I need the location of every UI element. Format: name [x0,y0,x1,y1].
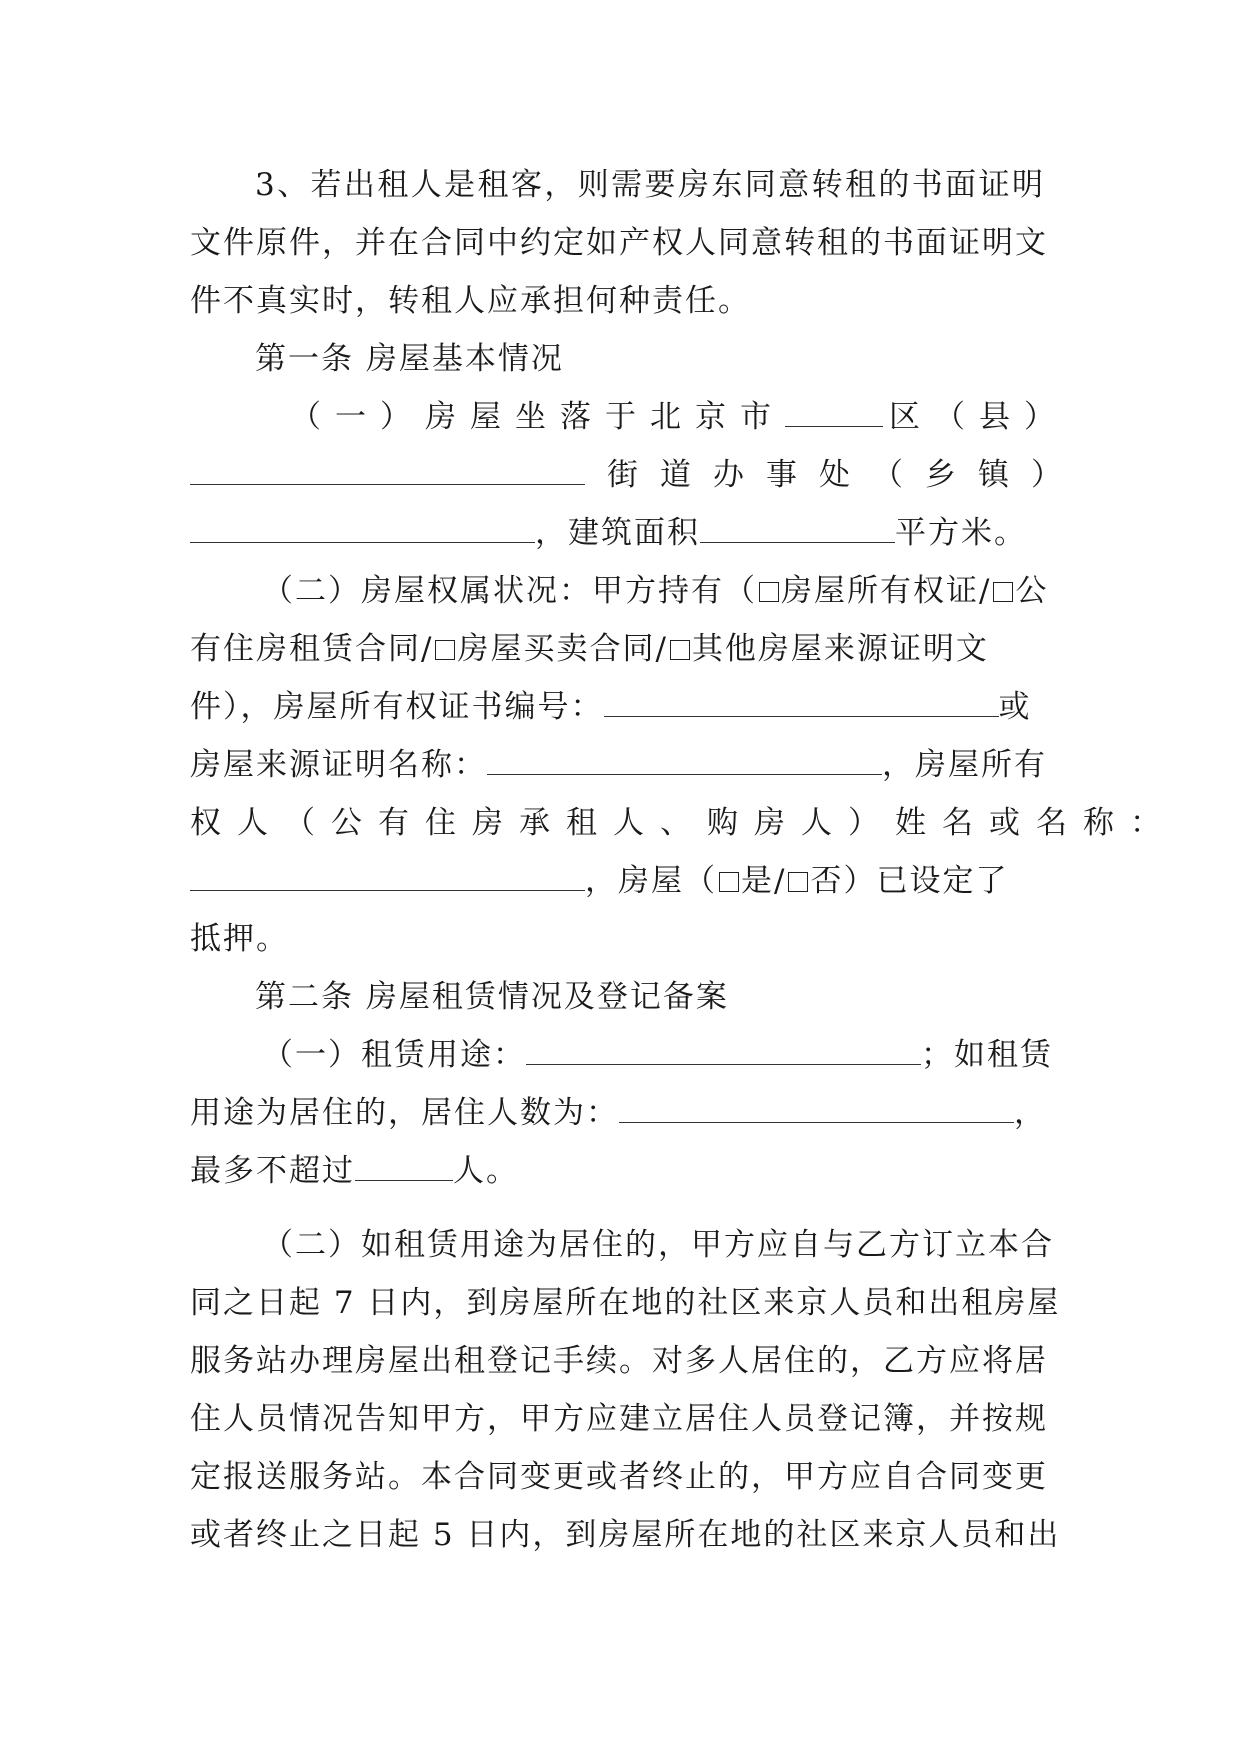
art1-s2-line-2 [190,620,1045,678]
max-residents-blank[interactable] [355,1158,453,1181]
other-proof-checkbox[interactable] [670,640,690,660]
para3-line-2: 文件原件，并在合同中约定如产权人同意转租的书面证明文 [190,225,1048,261]
art1-s1-text-a: （一）房屋坐落于北京市 [290,399,785,435]
art2-s1-line-3 [190,1142,1045,1200]
art1-s1-line-2 [190,446,1084,504]
article-2-title: 第二条 房屋租赁情况及登记备案 [255,979,729,1015]
cert-number-blank[interactable] [604,694,999,717]
art1-s1-text-c: 街道办事处（乡镇） [607,457,1084,493]
art1-s2-line-3 [190,678,1045,736]
art1-s2-text-a: （二）房屋权属状况：甲方持有（ [262,573,757,609]
art2-s2-line-2: 同之日起 7 日内，到房屋所在地的社区来京人员和出租房屋 [190,1285,1061,1321]
art1-s2-text-b: 房屋所有权证/ [781,573,992,609]
art1-s2-text-d: 有住房租赁合同/ [190,631,434,667]
art1-s2-text-e: 房屋买卖合同/ [457,631,668,667]
art2-s1-text-d: ， [1014,1095,1047,1131]
public-lease-checkbox[interactable] [993,582,1013,602]
art2-s2-line-5: 定报送服务站。本合同变更或者终止的，甲方应自合同变更 [190,1459,1048,1495]
art1-s2-text-f: 其他房屋来源证明文 [691,631,989,667]
art1-s2-text-j: ，房屋所有 [882,747,1047,783]
art2-s2-line-1: （二）如租赁用途为居住的，甲方应自与乙方订立本合 [262,1227,1054,1263]
art1-s2-line-6 [190,852,1045,910]
art2-s1-text-c: 用途为居住的，居住人数为： [190,1095,619,1131]
art1-s1-text-e: 平方米。 [895,515,1027,551]
art2-s2-line-3: 服务站办理房屋出租登记手续。对多人居住的，乙方应将居 [190,1343,1048,1379]
purchase-contract-checkbox[interactable] [435,640,455,660]
lease-purpose-blank[interactable] [526,1042,921,1065]
owner-name-blank[interactable] [190,868,585,891]
art1-s2-line-1 [262,562,1047,620]
ownership-cert-checkbox[interactable] [759,582,779,602]
art2-s1-text-b: ；如租赁 [921,1037,1053,1073]
resident-count-blank[interactable] [619,1100,1014,1123]
district-blank[interactable] [785,404,883,427]
art1-s1-text-d: ，建筑面积 [535,515,700,551]
article-1-title: 第一条 房屋基本情况 [255,341,564,377]
art2-s1-text-e: 最多不超过 [190,1153,355,1189]
art1-s2-line-5: 权人（公有住房承租人、购房人）姓名或名称： [190,805,1177,841]
proof-name-blank[interactable] [487,752,882,775]
art1-s2-line-4 [190,736,1045,794]
art1-s2-text-n: 否）已设定了 [810,863,1009,899]
address-blank[interactable] [190,520,535,543]
mortgage-no-checkbox[interactable] [788,872,808,892]
art1-s1-text-b: 区（县） [889,399,1069,435]
art2-s1-text-f: 人。 [453,1153,519,1189]
art2-s1-line-1 [262,1026,1053,1084]
art1-s2-text-g: 件），房屋所有权证书编号： [190,689,604,725]
area-blank[interactable] [700,520,895,543]
para3-line-3: 件不真实时，转租人应承担何种责任。 [190,283,751,319]
art1-s1-line-1 [290,388,1069,446]
art1-s2-text-c: 公 [1015,573,1049,609]
art2-s2-line-4: 住人员情况告知甲方，甲方应建立居住人员登记簿，并按规 [190,1401,1048,1437]
art2-s1-text-a: （一）租赁用途： [262,1037,526,1073]
art1-s2-text-h: 或 [998,689,1032,725]
art2-s1-line-2 [190,1084,1045,1142]
street-blank[interactable] [190,462,585,485]
art1-s1-line-3 [190,504,1045,562]
art1-s2-text-m: 是/ [741,863,787,899]
mortgage-yes-checkbox[interactable] [719,872,739,892]
art2-s2-line-6: 或者终止之日起 5 日内，到房屋所在地的社区来京人员和出 [190,1517,1061,1553]
art1-s2-line-7: 抵押。 [190,921,289,957]
art1-s2-text-i: 房屋来源证明名称： [190,747,487,783]
para3-line-1: 3、若出租人是租客，则需要房东同意转租的书面证明 [255,167,1045,203]
art1-s2-text-l: ，房屋（ [585,863,717,899]
